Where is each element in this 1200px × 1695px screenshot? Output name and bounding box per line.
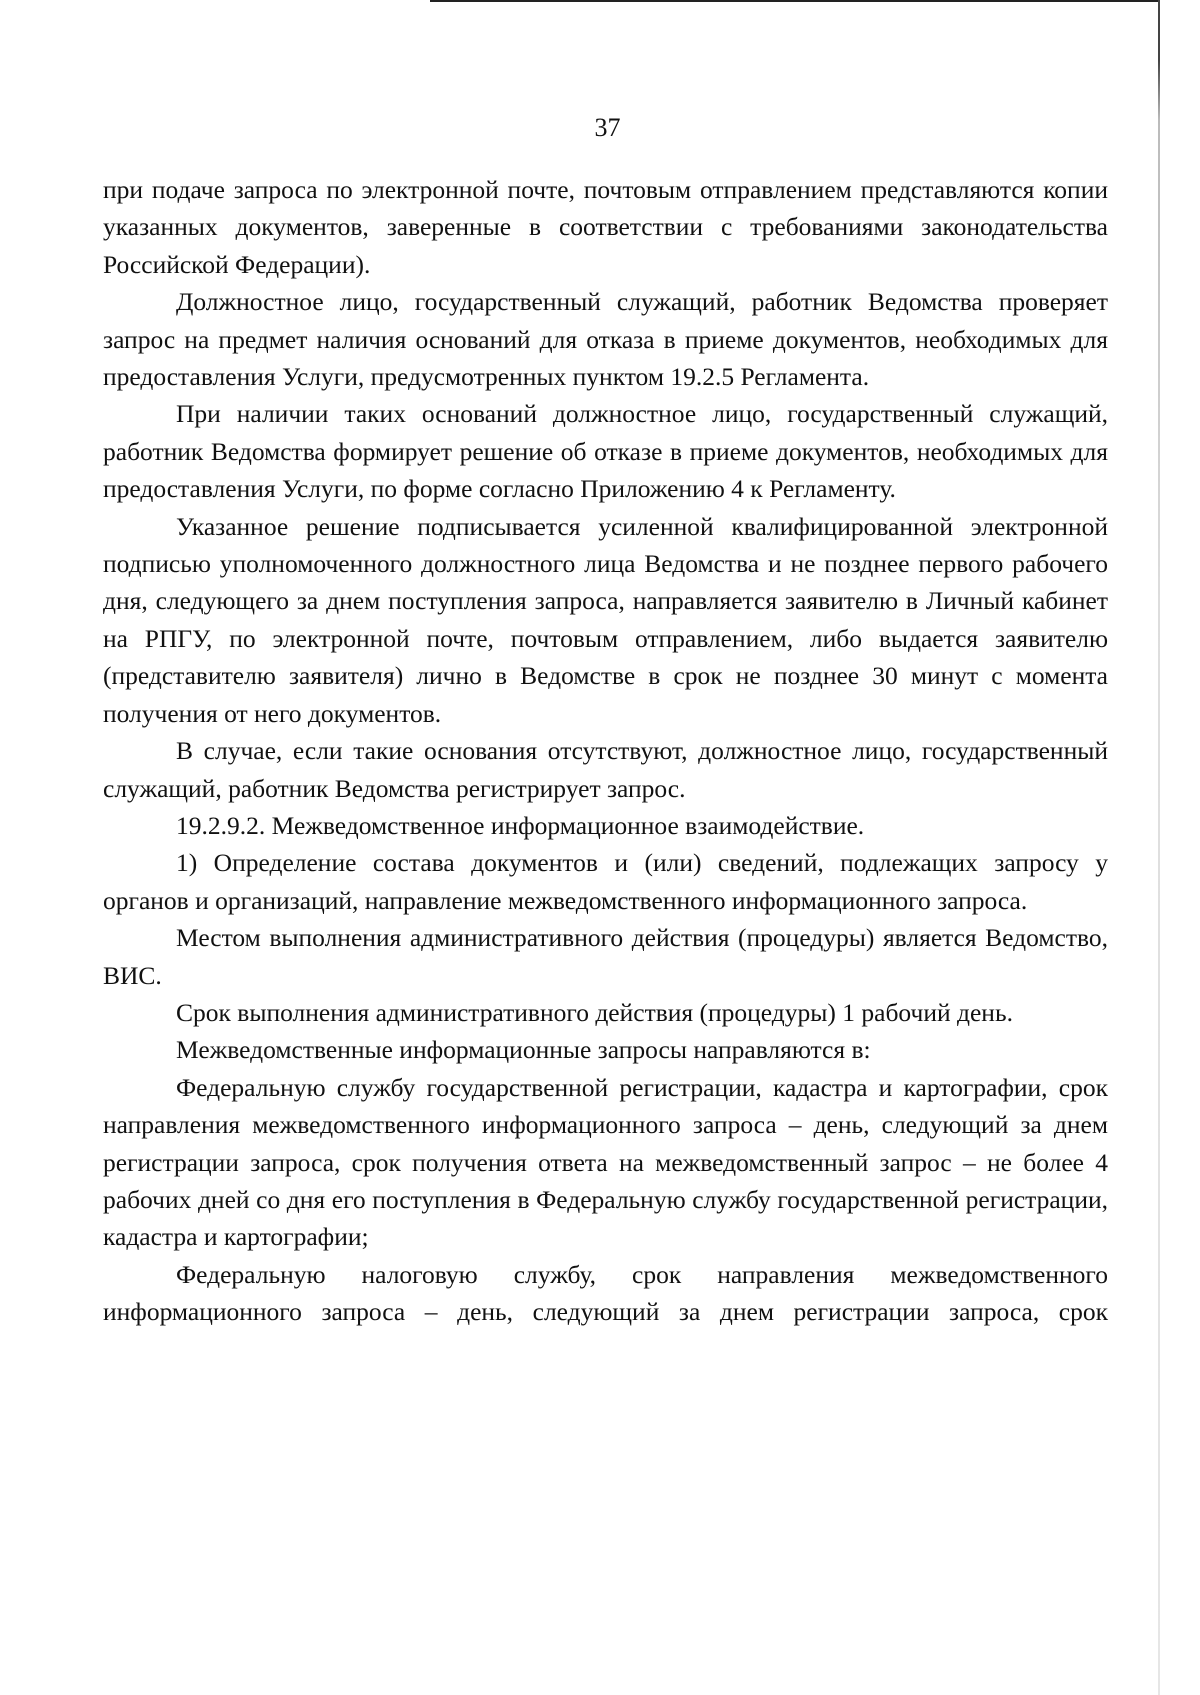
scan-top-border — [430, 0, 1160, 2]
paragraph: Федеральную налоговую службу, срок направления межведомственного информационного запроса – день, следующий за днем регистрации запроса, срок — [103, 1259, 1108, 1327]
paragraph: Указанное решение подписывается усиленной квалифицированной электронной подписью уполномоченного должностного лица Ведомства и не позднее первого рабочего дня, следующего за днем поступления запроса, направляется заявителю в Личный кабинет на РПГУ, по электронной почте, почтовым отправлением, либо выдается заявителю (представителю заявителя) лично в Ведомстве в срок не позднее 30 минут с момента получения от него документов. — [103, 511, 1108, 728]
scan-right-border — [1158, 0, 1160, 1695]
paragraph: Должностное лицо, государственный служащий, работник Ведомства проверяет запрос на предмет наличия оснований для отказа в приеме документов, необходимых для предоставления Услуги, предусмотренных пунктом 19.2.5 Регламента. — [103, 287, 1108, 392]
paragraph: Межведомственные информационные запросы направляются в: — [176, 1035, 871, 1065]
paragraph: 19.2.9.2. Межведомственное информационное взаимодействие. — [176, 810, 865, 840]
paragraph: Местом выполнения административного действия (процедуры) является Ведомство, ВИС. — [103, 923, 1108, 990]
document-body — [103, 171, 1108, 1331]
paragraph: Срок выполнения административного действия (процедуры) 1 рабочий день. — [176, 997, 1013, 1027]
paragraph: 1) Определение состава документов и (или) сведений, подлежащих запросу у органов и организаций, направление межведомственного информационного запроса. — [103, 848, 1108, 915]
page-number: 37 — [594, 113, 621, 142]
paragraph: при подаче запроса по электронной почте, почтовым отправлением представляются копии указанных документов, заверенные в соответствии с требованиями законодательства Российской Федерации). — [103, 175, 1108, 279]
paragraph: Федеральную службу государственной регистрации, кадастра и картографии, срок направления межведомственного информационного запроса – день, следующий за днем регистрации запроса, срок получения ответа на межведомственный запрос – не более 4 рабочих дней со дня его поступления в Федеральную службу государственной регистрации, кадастра и картографии; — [103, 1072, 1108, 1252]
paragraph: В случае, если такие основания отсутствуют, должностное лицо, государственный служащий, работник Ведомства регистрирует запрос. — [103, 736, 1108, 803]
paragraph: При наличии таких оснований должностное лицо, государственный служащий, работник Ведомства формирует решение об отказе в приеме документов, необходимых для предоставления Услуги, по форме согласно Приложению 4 к Регламенту. — [103, 399, 1108, 504]
